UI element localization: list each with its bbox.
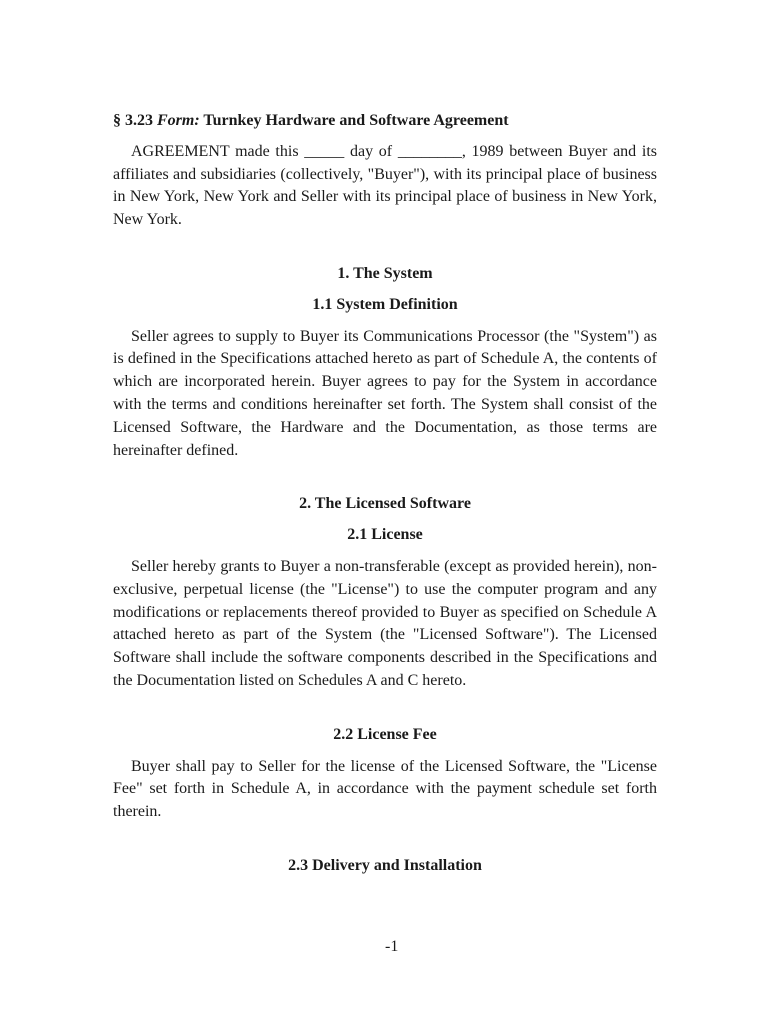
section-2-1-heading: 2.1 License — [347, 526, 423, 544]
section-2-2-heading: 2.2 License Fee — [333, 725, 437, 743]
section-2-2-paragraph: Buyer shall pay to Seller for the license of the Licensed Software, the "License Fee" set forth in Schedule A, in accordance with the payment schedule set forth therein. — [113, 757, 657, 821]
section-2-1-paragraph: Seller hereby grants to Buyer a non-transferable (except as provided herein), non-exclusive, perpetual license (the "License") to use the computer program and any modifications or replacements thereof provided to Buyer as specified on Schedule A attached hereto as part of the System (the "Licensed Software"). The Licensed Software shall include the software components described in the Specifications and the Documentation listed on Schedules A and C hereto. — [113, 557, 657, 689]
form-label: Form: — [157, 112, 200, 129]
section-1-1-heading: 1.1 System Definition — [312, 295, 458, 313]
document-title — [113, 110, 657, 133]
intro-paragraph: AGREEMENT made this _____ day of ________, 1989 between Buyer and its affiliates and subsidiaries (collectively, "Buyer"), with its principal place of business in New York, New York and Seller with its principal place of business in New York, New York. — [113, 142, 657, 229]
section-2-heading: 2. The Licensed Software — [299, 495, 471, 513]
document-page — [113, 110, 657, 887]
section-1-1-paragraph: Seller agrees to supply to Buyer its Communications Processor (the "System") as is defined in the Specifications attached hereto as part of Schedule A, the contents of which are incorporated herein. Buyer agrees to pay for the System in accordance with the terms and conditions hereinafter set forth. The System shall consist of the Licensed Software, the Hardware and the Documentation, as those terms are hereinafter defined. — [113, 327, 657, 459]
page-number: -1 — [385, 938, 399, 955]
section-1-heading: 1. The System — [337, 264, 433, 282]
section-number: § 3.23 — [113, 112, 153, 129]
section-2-3-heading: 2.3 Delivery and Installation — [288, 856, 482, 874]
title-text: Turnkey Hardware and Software Agreement — [203, 112, 509, 129]
